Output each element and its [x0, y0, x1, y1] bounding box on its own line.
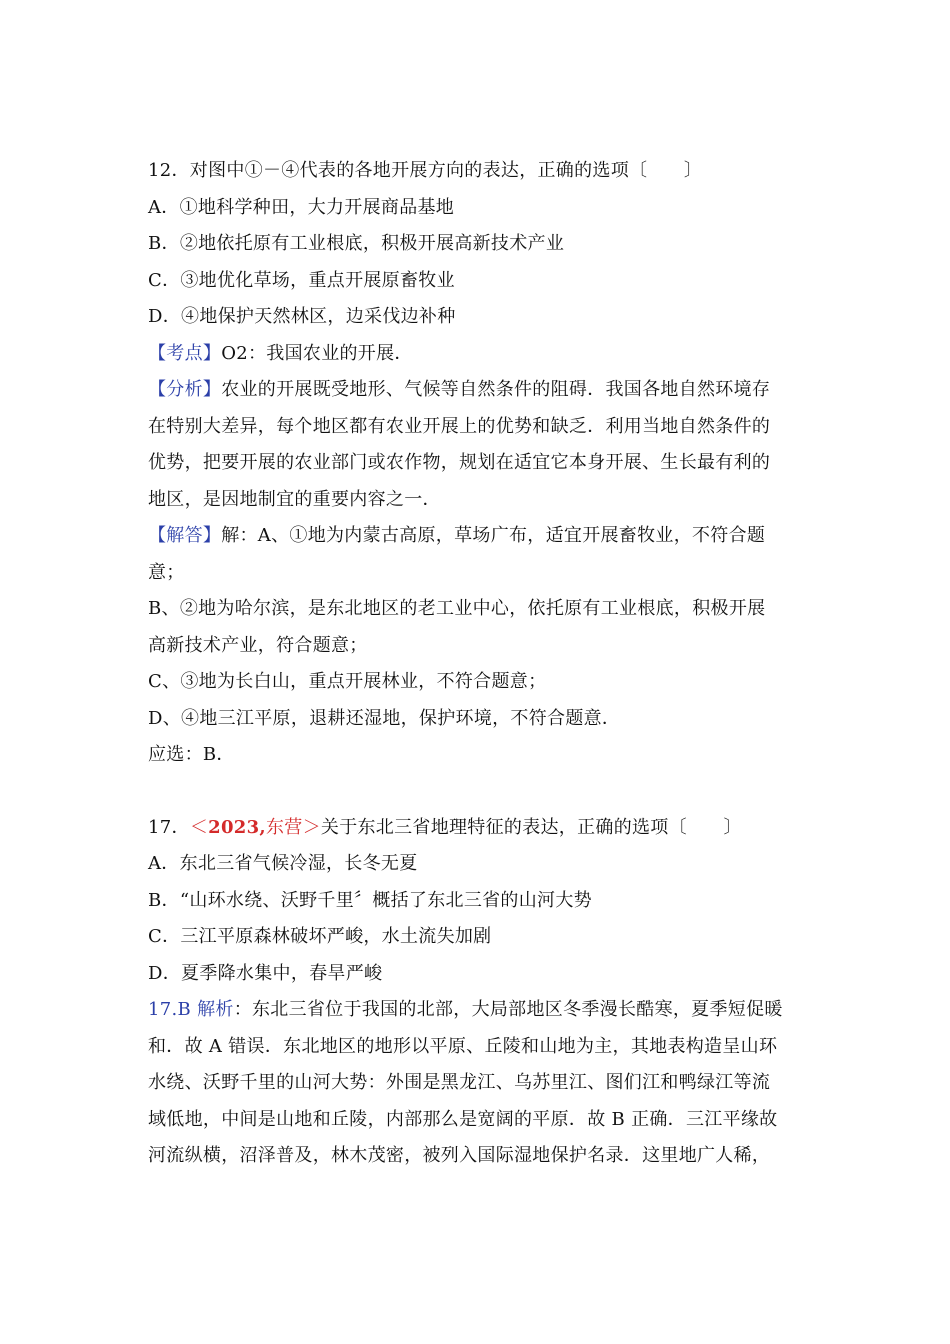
q12-kaodian — [148, 336, 808, 373]
q12-option-c: C．③地优化草场，重点开展原畜牧业 — [148, 269, 455, 291]
q17-jiexi-line-1 — [148, 992, 808, 1029]
q17-source — [190, 817, 321, 838]
q12-stem: 12．对图中①－④代表的各地开展方向的表达，正确的选项〔 〕 — [148, 160, 703, 181]
q12-jieda-line-1 — [148, 518, 808, 555]
q17-option-b: B．“山环水绕、沃野千里〞概括了东北三省的山河大势 — [148, 889, 592, 911]
fenxi-text: 农业的开展既受地形、气候等自然条件的阻碍．我国各地自然环境存 — [221, 379, 771, 400]
jiexi-tag: 17.B 解析 — [148, 999, 234, 1020]
q12-jieda-line-5: C、③地为长白山，重点开展林业，不符合题意； — [148, 671, 547, 692]
q12-answer: 应选：B． — [148, 744, 235, 765]
q17-stem-text: 关于东北三省地理特征的表达，正确的选项〔 〕 — [320, 816, 742, 838]
jieda-tag: 【解答】 — [148, 525, 222, 546]
q17-stem — [148, 810, 808, 847]
q12-jieda-line-3: B、②地为哈尔滨，是东北地区的老工业中心，依托原有工业根底，积极开展 — [148, 598, 766, 619]
q12-fenxi-line-3: 优势，把要开展的农业部门或农作物，规划在适宜它本身开展、生长最有利的 — [148, 452, 771, 473]
q17-jiexi-line-2: 和．故 A 错误．东北地区的地形以平原、丘陵和山地为主，其地表构造呈山环 — [148, 1035, 778, 1057]
section-gap — [148, 774, 808, 810]
q12-jieda-line-6: D、④地三江平原，退耕还湿地，保护环境，不符合题意． — [148, 707, 621, 729]
q17-jiexi-line-4: 域低地，中间是山地和丘陵，内部那么是宽阔的平原．故 B 正确．三江平缘故 — [148, 1108, 778, 1130]
q17-jiexi-line-5: 河流纵横，沼泽普及，林木茂密，被列入国际湿地保护名录．这里地广人稀， — [148, 1145, 771, 1166]
q12-jieda-line-2: 意； — [148, 561, 185, 583]
kaodian-text: O2：我国农业的开展． — [221, 342, 413, 364]
q12-option-a: A．①地科学种田，大力开展商品基地 — [148, 196, 455, 218]
document-page — [148, 153, 808, 1175]
q17-jiexi-line-3: 水绕、沃野千里的山河大势：外围是黑龙江、乌苏里江、图们江和鸭绿江等流 — [148, 1072, 771, 1093]
q17-option-c: C．三江平原森林破坏严峻，水土流失加剧 — [148, 926, 492, 947]
q17-option-a: A．东北三省气候冷湿，长冬无夏 — [148, 853, 418, 874]
q12-option-b: B．②地依托原有工业根底，积极开展高新技术产业 — [148, 233, 565, 254]
q17-source-open: ＜ — [189, 816, 209, 838]
q12-fenxi-line-2: 在特别大差异，每个地区都有农业开展上的优势和缺乏．利用当地自然条件的 — [148, 415, 771, 437]
jiexi-text: ：东北三省位于我国的北部，大局部地区冬季漫长酷寒，夏季短促暖 — [233, 999, 783, 1020]
q17-number: 17． — [148, 816, 190, 838]
q12-fenxi-line-4: 地区，是因地制宜的重要内容之一． — [148, 488, 441, 510]
q17-option-d: D．夏季降水集中，春旱严峻 — [148, 962, 383, 984]
q12-fenxi-line-1 — [148, 372, 808, 409]
jieda-text: 解：A、①地为内蒙古高原，草场广布，适宜开展畜牧业，不符合题 — [221, 525, 766, 546]
q17-source-year: 2023, — [208, 816, 266, 838]
q17-source-place: 东营＞ — [266, 816, 321, 838]
kaodian-tag: 【考点】 — [148, 342, 222, 364]
q12-jieda-line-4: 高新技术产业，符合题意； — [148, 634, 368, 656]
fenxi-tag: 【分析】 — [148, 379, 222, 400]
q12-option-d: D．④地保护天然林区，边采伐边补种 — [148, 306, 456, 327]
